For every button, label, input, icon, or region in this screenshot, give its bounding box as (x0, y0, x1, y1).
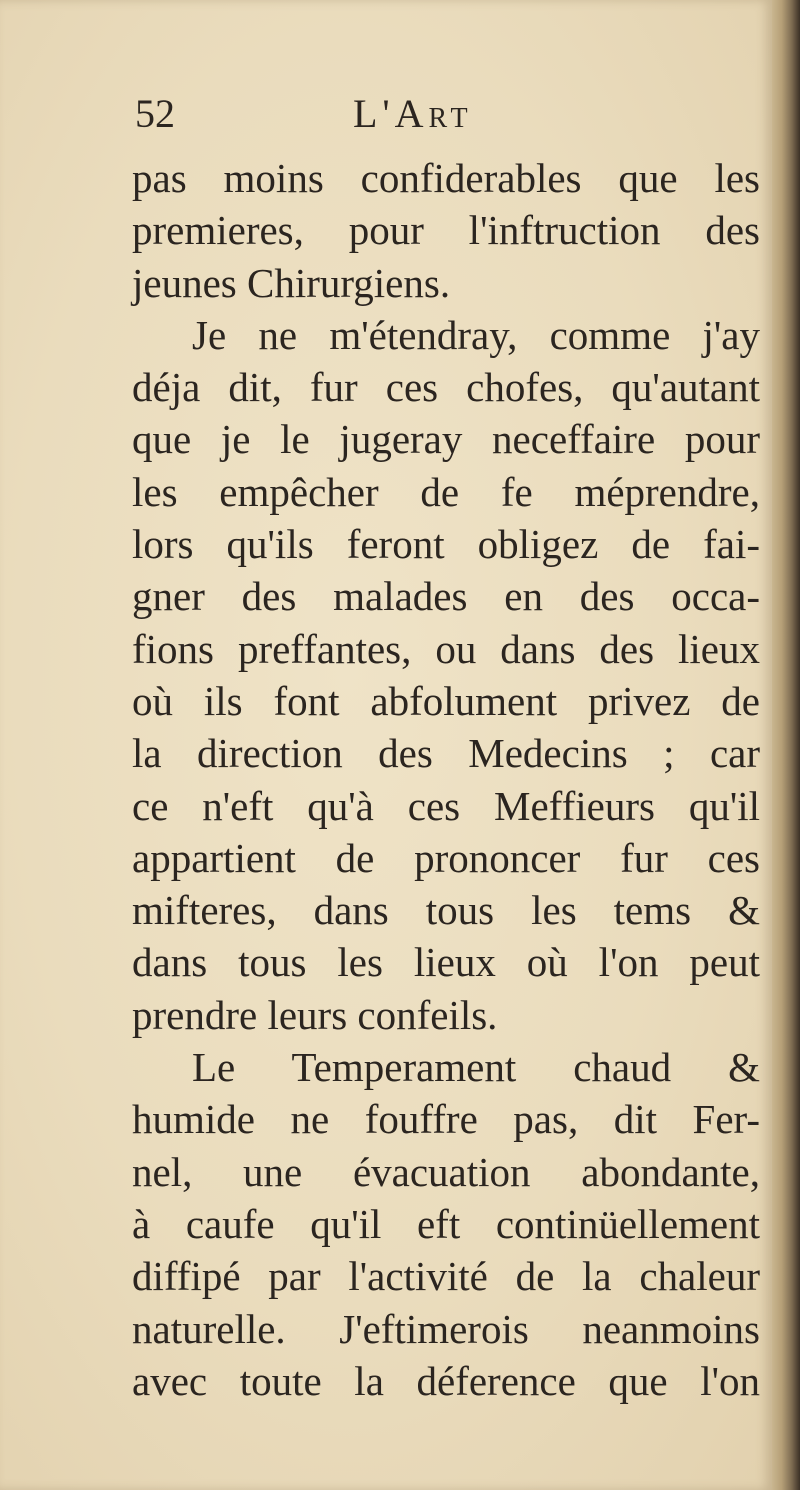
text-line: Le Temperament chaud & (192, 1044, 760, 1091)
text-line: gner des malades en des occa- (132, 573, 760, 620)
running-head: L'Art (353, 91, 473, 136)
text-line: naturelle. J'eftimerois neanmoins (132, 1305, 760, 1352)
text-line: jeunes Chirurgiens. (132, 259, 451, 306)
text-line: que je le jugeray neceffaire pour (132, 416, 760, 463)
text-line: la direction des Medecins ; car (132, 730, 760, 777)
text-line: prendre leurs confeils. (132, 991, 498, 1038)
text-line: humide ne fouffre pas, dit Fer- (132, 1096, 760, 1143)
text-line: mifteres, dans tous les tems & (132, 887, 760, 934)
text-line: ce n'eft qu'à ces Meffieurs qu'il (132, 782, 760, 829)
text-line: fions preffantes, ou dans des lieux (132, 625, 760, 672)
text-line: déja dit, fur ces chofes, qu'autant (132, 364, 760, 411)
text-line: lors qu'ils feront obligez de fai- (132, 521, 760, 568)
page-header (135, 84, 735, 144)
text-line: Je ne m'étendray, comme j'ay (192, 311, 760, 358)
text-line: premieres, pour l'inftruction des (132, 207, 760, 254)
body-text (132, 152, 760, 1407)
text-line: nel, une évacuation abondante, (132, 1148, 760, 1195)
text-line: appartient de prononcer fur ces (132, 834, 760, 881)
page-number: 52 (135, 91, 175, 136)
text-line: les empêcher de fe méprendre, (132, 468, 760, 515)
text-line: où ils font abfolument privez de (132, 677, 760, 724)
text-line: diffipé par l'activité de la chaleur (132, 1253, 760, 1300)
page-edge (772, 0, 800, 1490)
text-line: à caufe qu'il eft continüellement (132, 1200, 760, 1247)
text-line: pas moins confiderables que les (132, 155, 760, 201)
text-line: dans tous les lieux où l'on peut (132, 939, 760, 986)
text-line: avec toute la déference que l'on (132, 1357, 760, 1404)
